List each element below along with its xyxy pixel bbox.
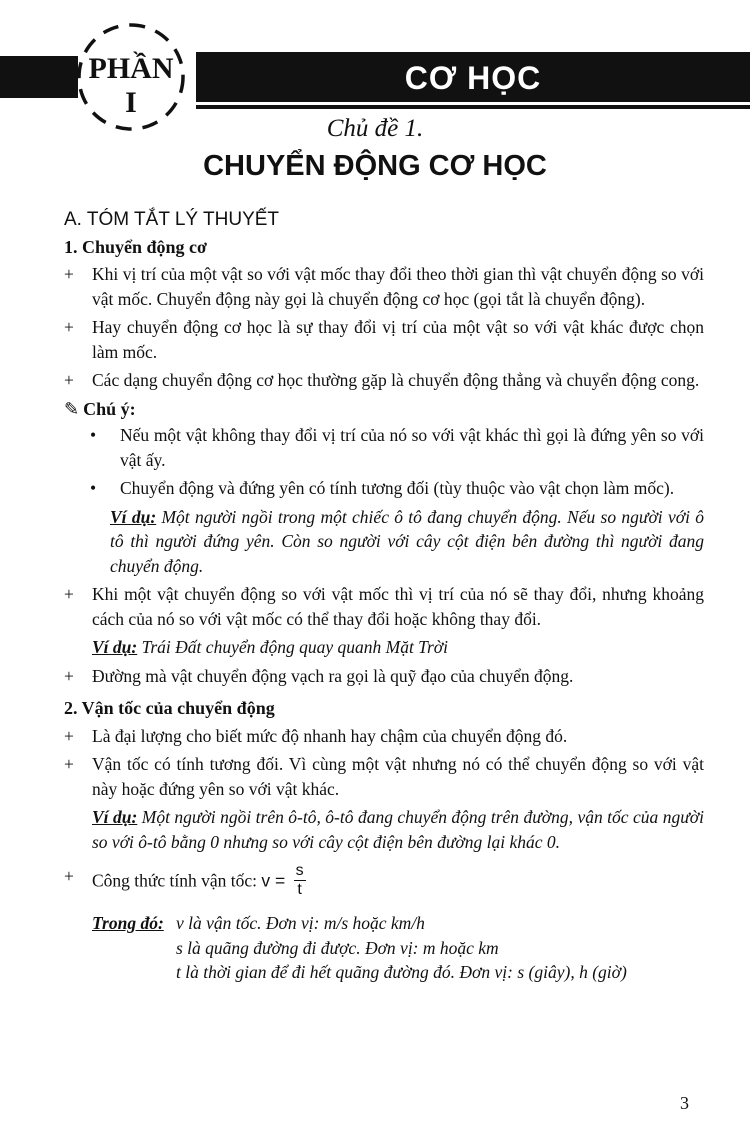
subsection-heading-2: 2. Vận tốc của chuyển động — [64, 698, 275, 718]
pencil-icon: ✎ — [64, 398, 80, 419]
bullet-icon: • — [90, 478, 97, 498]
main-content — [64, 200, 704, 985]
page-number: 3 — [680, 1093, 689, 1113]
formula-lhs: v = — [261, 870, 286, 891]
list-item: + Hay chuyển động cơ học là sự thay đổi vị trí của một vật so với vật khác được chọn làm mốc. — [64, 317, 704, 362]
bullet-icon: • — [90, 425, 97, 445]
note-heading: ✎ Chú ý: — [64, 398, 136, 419]
bullet-item: • Nếu một vật không thay đổi vị trí của nó so với vật khác thì gọi là đứng yên so với vật ấy. — [90, 425, 704, 470]
definition-line: t là thời gian để đi hết quãng đường đó. Đơn vị: s (giây), h (giờ) — [176, 962, 627, 982]
definition-line: v là vận tốc. Đơn vị: m/s hoặc km/h — [176, 913, 425, 933]
list-item: + Vận tốc có tính tương đối. Vì cùng một vật nhưng nó có thể chuyển động so với vật này hoặc đứng yên so với vật khác. — [64, 754, 704, 799]
example-block: Ví dụ: Một người ngồi trên ô-tô, ô-tô đang chuyển động trên đường, vận tốc của người so với ô-tô bằng 0 nhưng so với cây cột điện bên đường lại khác 0. — [92, 807, 704, 852]
formula-numerator: s — [295, 862, 304, 879]
list-item: + Là đại lượng cho biết mức độ nhanh hay chậm của chuyển động đó. — [64, 724, 704, 749]
formula-intro: Công thức tính vận tốc: — [92, 870, 258, 891]
example-block: Ví dụ: Trái Đất chuyển động quay quanh Mặt Trời — [92, 637, 448, 657]
example-block: Ví dụ: Một người ngồi trong một chiếc ô tô đang chuyển động. Nếu so người với ô tô thì người đứng yên. Còn so người với cây cột điện bên đường thì người đang chuyển động. — [110, 506, 704, 576]
plus-icon: + — [64, 754, 74, 774]
section-heading: A. TÓM TẮT LÝ THUYẾT — [64, 209, 280, 230]
subsection-heading-1: 1. Chuyển động cơ — [64, 236, 207, 257]
formula-item — [64, 864, 704, 901]
plus-icon: + — [64, 264, 74, 284]
banner-left-bar — [0, 56, 78, 98]
definitions-block — [64, 911, 704, 985]
part-word: PHẦN — [88, 52, 174, 85]
definition-line: s là quãng đường đi được. Đơn vị: m hoặc km — [176, 937, 499, 958]
velocity-formula — [294, 862, 306, 899]
chapter-title: CƠ HỌC — [404, 60, 542, 96]
bullet-item: • Chuyển động và đứng yên có tính tương đối (tùy thuộc vào vật chọn làm mốc). — [64, 476, 704, 501]
plus-icon: + — [64, 725, 74, 746]
plus-icon: + — [64, 317, 74, 337]
list-item: + Các dạng chuyển động cơ học thường gặp là chuyển động thẳng và chuyển động cong. — [64, 368, 704, 393]
plus-icon: + — [64, 584, 74, 604]
part-number: I — [125, 86, 137, 119]
where-label: Trong đó: — [92, 913, 164, 933]
plus-icon: + — [64, 370, 74, 390]
list-item: + Khi vị trí của một vật so với vật mốc thay đổi theo thời gian thì vật chuyển động so với vật mốc. Chuyển động này gọi là chuyển động cơ học (gọi tắt là chuyển động). — [64, 264, 704, 309]
formula-denominator: t — [297, 881, 302, 898]
topic-title: CHUYỂN ĐỘNG CƠ HỌC — [203, 150, 547, 182]
plus-icon: + — [64, 665, 74, 686]
list-item: + Đường mà vật chuyển động vạch ra gọi là quỹ đạo của chuyển động. — [64, 664, 704, 689]
plus-icon: + — [64, 866, 74, 886]
list-item: + Khi một vật chuyển động so với vật mốc thì vị trí của nó sẽ thay đổi, nhưng khoảng cách của nó so với vật mốc có thể thay đổi hoặc không thay đổi. — [64, 584, 704, 629]
topic-label: Chủ đề 1. — [326, 115, 424, 142]
